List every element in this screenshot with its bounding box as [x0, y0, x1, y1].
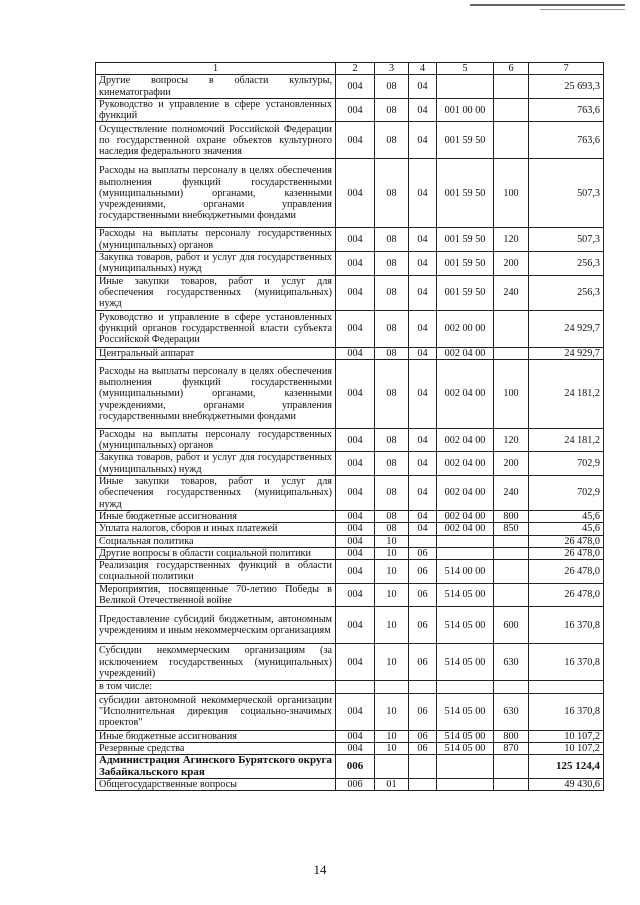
row-value-cell [437, 681, 494, 693]
row-value-cell: 16 370,8 [529, 607, 604, 644]
row-value-cell: 04 [409, 452, 437, 476]
row-value-cell: 004 [336, 98, 375, 122]
row-value-cell: 04 [409, 510, 437, 522]
row-value-cell: 600 [494, 607, 529, 644]
row-value-cell: 06 [409, 742, 437, 754]
row-value-cell [494, 755, 529, 779]
row-value-cell [494, 583, 529, 607]
table-row [96, 159, 604, 228]
row-value-cell [494, 347, 529, 359]
row-value-cell: 04 [409, 159, 437, 228]
row-value-cell: 004 [336, 452, 375, 476]
row-value-cell: 04 [409, 98, 437, 122]
row-value-cell: 514 05 00 [437, 644, 494, 681]
row-value-cell: 850 [494, 523, 529, 535]
row-value-cell: 006 [336, 778, 375, 790]
row-label-cell: Центральный аппарат [96, 347, 336, 359]
row-label-cell: Расходы на выплаты персоналу государственных (муниципальных) органов [96, 428, 336, 452]
row-value-cell: 004 [336, 730, 375, 742]
row-label-cell: Руководство и управление в сфере установленных функций [96, 98, 336, 122]
row-value-cell: 507,3 [529, 159, 604, 228]
row-value-cell [494, 98, 529, 122]
row-value-cell [494, 535, 529, 547]
row-value-cell: 004 [336, 644, 375, 681]
row-value-cell [437, 778, 494, 790]
row-value-cell: 004 [336, 310, 375, 347]
table-row [96, 75, 604, 99]
row-value-cell: 04 [409, 476, 437, 511]
table-header-row [96, 63, 604, 75]
row-value-cell: 004 [336, 159, 375, 228]
row-value-cell [437, 547, 494, 559]
row-value-cell: 04 [409, 122, 437, 159]
row-label-cell: Расходы на выплаты персоналу в целях обеспечения выполнения функций государственными (муниципальными) органами, казенными учреждениями, органами управления государственными внебюджетными фондами [96, 159, 336, 228]
row-value-cell: 514 05 00 [437, 607, 494, 644]
row-value-cell: 763,6 [529, 122, 604, 159]
table-row [96, 583, 604, 607]
row-value-cell: 800 [494, 730, 529, 742]
row-value-cell: 10 [375, 693, 409, 730]
row-value-cell: 25 693,3 [529, 75, 604, 99]
row-value-cell: 002 04 00 [437, 347, 494, 359]
table-row [96, 252, 604, 276]
row-value-cell [494, 681, 529, 693]
row-value-cell: 10 [375, 583, 409, 607]
row-value-cell: 514 05 00 [437, 730, 494, 742]
table-row [96, 730, 604, 742]
row-value-cell: 002 00 00 [437, 310, 494, 347]
row-value-cell: 01 [375, 778, 409, 790]
row-value-cell: 10 107,2 [529, 742, 604, 754]
row-value-cell: 514 05 00 [437, 693, 494, 730]
row-value-cell: 004 [336, 523, 375, 535]
row-value-cell: 06 [409, 607, 437, 644]
row-label-cell: Руководство и управление в сфере установленных функций органов государственной власти субъекта Российской Федерации [96, 310, 336, 347]
row-value-cell: 514 05 00 [437, 583, 494, 607]
row-value-cell: 004 [336, 428, 375, 452]
row-value-cell [437, 75, 494, 99]
row-value-cell: 256,3 [529, 252, 604, 276]
row-value-cell: 002 04 00 [437, 428, 494, 452]
row-value-cell [529, 681, 604, 693]
table-row [96, 547, 604, 559]
table-row [96, 755, 604, 779]
row-value-cell [494, 778, 529, 790]
row-value-cell: 100 [494, 359, 529, 428]
row-value-cell [437, 535, 494, 547]
row-value-cell [409, 535, 437, 547]
row-value-cell: 04 [409, 75, 437, 99]
row-label-cell: Иные закупки товаров, работ и услуг для обеспечения государственных (муниципальных) нужд [96, 476, 336, 511]
row-value-cell: 800 [494, 510, 529, 522]
row-value-cell: 26 478,0 [529, 560, 604, 584]
row-value-cell: 002 04 00 [437, 476, 494, 511]
row-label-cell: субсидии автономной некоммерческой организации "Исполнительная дирекция социально-значимых проектов" [96, 693, 336, 730]
row-label-cell: Субсидии некоммерческим организациям (за исключением государственных (муниципальных) учреждений) [96, 644, 336, 681]
column-header: 7 [529, 63, 604, 75]
row-value-cell: 004 [336, 560, 375, 584]
table-row [96, 275, 604, 310]
table-row [96, 228, 604, 252]
table-row [96, 428, 604, 452]
table-row [96, 510, 604, 522]
budget-table [95, 62, 604, 791]
column-header: 4 [409, 63, 437, 75]
column-header: 5 [437, 63, 494, 75]
row-value-cell: 10 [375, 560, 409, 584]
row-value-cell: 001 59 50 [437, 159, 494, 228]
row-value-cell: 002 04 00 [437, 359, 494, 428]
row-value-cell: 001 59 50 [437, 228, 494, 252]
table-row [96, 476, 604, 511]
table-row [96, 452, 604, 476]
row-value-cell [437, 755, 494, 779]
row-value-cell: 004 [336, 75, 375, 99]
row-value-cell: 08 [375, 122, 409, 159]
row-label-cell: Закупка товаров, работ и услуг для государственных (муниципальных) нужд [96, 452, 336, 476]
row-label-cell: Администрация Агинского Бурятского округа Забайкальского края [96, 755, 336, 779]
row-label-cell: Другие вопросы в области социальной политики [96, 547, 336, 559]
row-value-cell: 004 [336, 607, 375, 644]
row-value-cell: 08 [375, 75, 409, 99]
row-value-cell: 04 [409, 428, 437, 452]
row-value-cell: 004 [336, 347, 375, 359]
row-value-cell: 08 [375, 476, 409, 511]
row-label-cell: Реализация государственных функций в области социальной политики [96, 560, 336, 584]
row-value-cell: 24 181,2 [529, 359, 604, 428]
row-label-cell: Мероприятия, посвященные 70-летию Победы в Великой Отечественной войне [96, 583, 336, 607]
row-value-cell [494, 547, 529, 559]
row-value-cell: 04 [409, 347, 437, 359]
row-value-cell [409, 681, 437, 693]
row-value-cell: 001 59 50 [437, 122, 494, 159]
row-value-cell: 08 [375, 98, 409, 122]
row-label-cell: в том числе: [96, 681, 336, 693]
table-row [96, 98, 604, 122]
row-label-cell: Уплата налогов, сборов и иных платежей [96, 523, 336, 535]
row-value-cell: 006 [336, 755, 375, 779]
row-value-cell: 06 [409, 730, 437, 742]
page-number: 14 [313, 862, 327, 877]
column-header: 2 [336, 63, 375, 75]
row-value-cell [336, 681, 375, 693]
row-value-cell: 256,3 [529, 275, 604, 310]
row-value-cell: 45,6 [529, 523, 604, 535]
table-row [96, 359, 604, 428]
row-value-cell: 001 00 00 [437, 98, 494, 122]
row-value-cell [494, 560, 529, 584]
table-row [96, 681, 604, 693]
row-value-cell: 49 430,6 [529, 778, 604, 790]
row-value-cell: 10 [375, 547, 409, 559]
row-value-cell: 06 [409, 547, 437, 559]
row-label-cell: Социальная политика [96, 535, 336, 547]
row-label-cell: Иные закупки товаров, работ и услуг для обеспечения государственных (муниципальных) нужд [96, 275, 336, 310]
column-header: 1 [96, 63, 336, 75]
row-value-cell: 004 [336, 742, 375, 754]
row-value-cell: 06 [409, 583, 437, 607]
row-value-cell: 514 05 00 [437, 742, 494, 754]
row-value-cell: 16 370,8 [529, 693, 604, 730]
row-value-cell: 08 [375, 252, 409, 276]
row-label-cell: Иные бюджетные ассигнования [96, 730, 336, 742]
row-value-cell: 24 929,7 [529, 310, 604, 347]
table-row [96, 523, 604, 535]
row-label-cell: Осуществление полномочий Российской Федерации по государственной охране объектов культурного наследия федерального значения [96, 122, 336, 159]
row-value-cell: 10 [375, 607, 409, 644]
row-label-cell: Другие вопросы в области культуры, кинематографии [96, 75, 336, 99]
row-label-cell: Расходы на выплаты персоналу государственных (муниципальных) органов [96, 228, 336, 252]
row-value-cell [409, 755, 437, 779]
row-value-cell: 26 478,0 [529, 547, 604, 559]
row-value-cell: 08 [375, 159, 409, 228]
row-value-cell: 04 [409, 523, 437, 535]
row-value-cell: 10 [375, 742, 409, 754]
row-value-cell: 26 478,0 [529, 535, 604, 547]
row-value-cell [409, 778, 437, 790]
row-value-cell: 45,6 [529, 510, 604, 522]
row-value-cell: 04 [409, 310, 437, 347]
row-value-cell: 004 [336, 510, 375, 522]
row-value-cell [494, 75, 529, 99]
table-row [96, 742, 604, 754]
row-value-cell: 004 [336, 228, 375, 252]
row-value-cell: 004 [336, 476, 375, 511]
row-value-cell: 125 124,4 [529, 755, 604, 779]
row-value-cell: 10 107,2 [529, 730, 604, 742]
row-value-cell: 630 [494, 644, 529, 681]
table-row [96, 535, 604, 547]
row-label-cell: Общегосударственные вопросы [96, 778, 336, 790]
row-value-cell: 240 [494, 275, 529, 310]
row-label-cell: Иные бюджетные ассигнования [96, 510, 336, 522]
table-row [96, 644, 604, 681]
scan-edge-line [470, 4, 625, 6]
row-value-cell: 06 [409, 693, 437, 730]
row-label-cell: Закупка товаров, работ и услуг для государственных (муниципальных) нужд [96, 252, 336, 276]
row-value-cell: 24 181,2 [529, 428, 604, 452]
table-row [96, 310, 604, 347]
row-value-cell: 004 [336, 122, 375, 159]
row-value-cell: 002 04 00 [437, 452, 494, 476]
row-value-cell: 200 [494, 452, 529, 476]
row-value-cell [375, 681, 409, 693]
row-value-cell: 514 00 00 [437, 560, 494, 584]
scan-edge-line [540, 9, 625, 10]
row-value-cell: 630 [494, 693, 529, 730]
row-value-cell: 763,6 [529, 98, 604, 122]
row-value-cell [494, 310, 529, 347]
row-value-cell: 702,9 [529, 452, 604, 476]
row-value-cell: 120 [494, 228, 529, 252]
row-label-cell: Расходы на выплаты персоналу в целях обеспечения выполнения функций государственными (муниципальными) органами, казенными учреждениями, органами управления государственными внебюджетными фондами [96, 359, 336, 428]
table-row [96, 560, 604, 584]
row-value-cell [494, 122, 529, 159]
row-value-cell: 08 [375, 310, 409, 347]
row-value-cell: 08 [375, 523, 409, 535]
row-value-cell: 08 [375, 452, 409, 476]
table-row [96, 347, 604, 359]
row-value-cell: 08 [375, 428, 409, 452]
row-value-cell: 002 04 00 [437, 510, 494, 522]
table-row [96, 778, 604, 790]
row-value-cell: 004 [336, 359, 375, 428]
row-value-cell: 06 [409, 560, 437, 584]
row-value-cell: 120 [494, 428, 529, 452]
row-value-cell: 26 478,0 [529, 583, 604, 607]
row-value-cell: 08 [375, 228, 409, 252]
row-value-cell [375, 755, 409, 779]
row-value-cell: 507,3 [529, 228, 604, 252]
row-value-cell: 004 [336, 275, 375, 310]
row-value-cell: 240 [494, 476, 529, 511]
row-value-cell: 001 59 50 [437, 252, 494, 276]
row-value-cell: 004 [336, 547, 375, 559]
row-value-cell: 004 [336, 252, 375, 276]
row-value-cell: 04 [409, 275, 437, 310]
row-value-cell: 200 [494, 252, 529, 276]
row-value-cell: 04 [409, 252, 437, 276]
row-value-cell: 10 [375, 535, 409, 547]
row-value-cell: 002 04 00 [437, 523, 494, 535]
row-value-cell: 100 [494, 159, 529, 228]
table-row [96, 607, 604, 644]
row-value-cell: 08 [375, 347, 409, 359]
column-header: 6 [494, 63, 529, 75]
row-value-cell: 08 [375, 510, 409, 522]
row-value-cell: 702,9 [529, 476, 604, 511]
row-value-cell: 06 [409, 644, 437, 681]
row-value-cell: 870 [494, 742, 529, 754]
table-row [96, 122, 604, 159]
row-value-cell: 24 929,7 [529, 347, 604, 359]
row-value-cell: 004 [336, 693, 375, 730]
row-value-cell: 004 [336, 583, 375, 607]
table-row [96, 693, 604, 730]
row-label-cell: Предоставление субсидий бюджетным, автономным учреждениям и иным некоммерческим организациям [96, 607, 336, 644]
column-header: 3 [375, 63, 409, 75]
row-value-cell: 001 59 50 [437, 275, 494, 310]
row-value-cell: 10 [375, 644, 409, 681]
row-value-cell: 10 [375, 730, 409, 742]
row-value-cell: 04 [409, 228, 437, 252]
row-value-cell: 004 [336, 535, 375, 547]
row-value-cell: 04 [409, 359, 437, 428]
row-value-cell: 16 370,8 [529, 644, 604, 681]
row-value-cell: 08 [375, 275, 409, 310]
row-label-cell: Резервные средства [96, 742, 336, 754]
row-value-cell: 08 [375, 359, 409, 428]
